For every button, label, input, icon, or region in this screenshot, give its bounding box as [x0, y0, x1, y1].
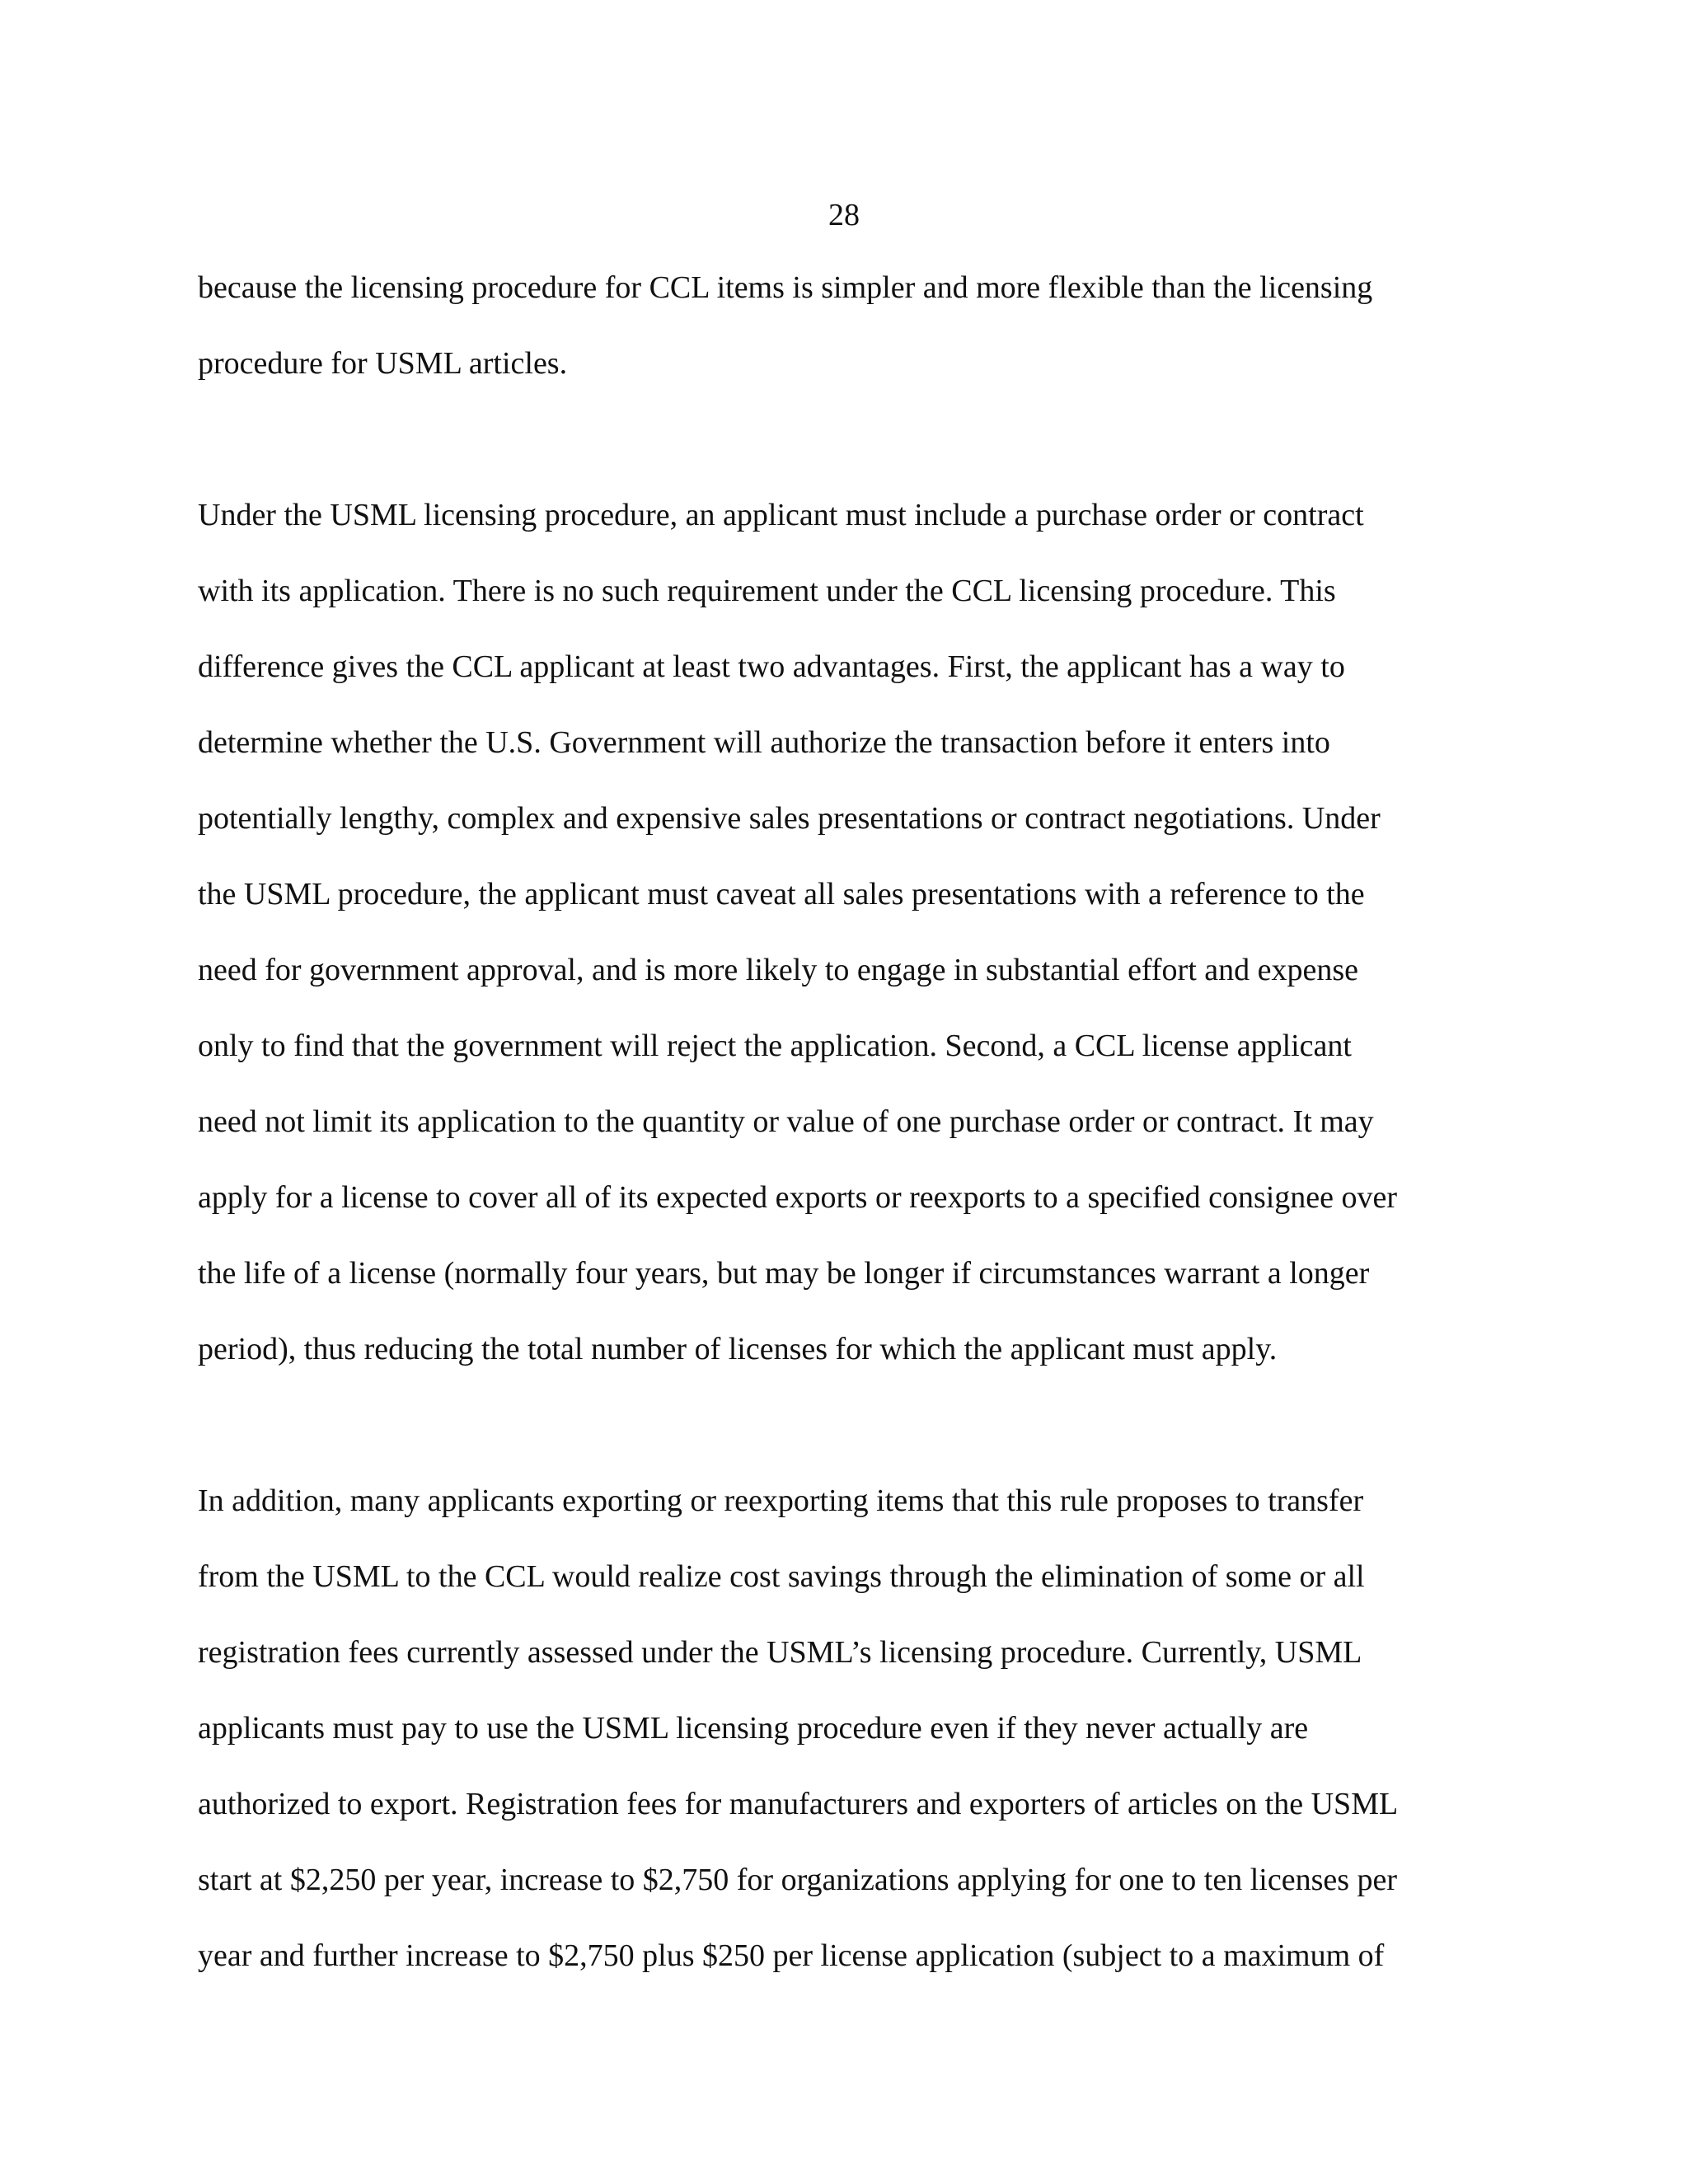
text-line: determine whether the U.S. Government will authorize the transaction before it enters into	[198, 725, 1330, 760]
text-line: year and further increase to $2,750 plus $250 per license application (subject to a maximum of	[198, 1938, 1385, 1973]
text-line: the USML procedure, the applicant must caveat all sales presentations with a reference to the	[198, 877, 1365, 912]
page-number: 28	[828, 198, 860, 232]
paragraph-1	[198, 269, 1484, 420]
text-line: apply for a license to cover all of its expected exports or reexports to a specified consignee over	[198, 1180, 1398, 1215]
text-line: applicants must pay to use the USML licensing procedure even if they never actually are	[198, 1711, 1309, 1746]
text-line: Under the USML licensing procedure, an applicant must include a purchase order or contract	[198, 498, 1364, 532]
text-line: period), thus reducing the total number of licenses for which the applicant must apply.	[198, 1332, 1278, 1366]
text-line: only to find that the government will reject the application. Second, a CCL license applicant	[198, 1029, 1352, 1063]
text-line: procedure for USML articles.	[198, 346, 568, 381]
text-line: the life of a license (normally four years, but may be longer if circumstances warrant a longer	[198, 1256, 1370, 1291]
text-line: with its application. There is no such requirement under the CCL licensing procedure. This	[198, 574, 1336, 608]
text-line: because the licensing procedure for CCL items is simpler and more flexible than the licensing	[198, 270, 1373, 305]
text-line: from the USML to the CCL would realize cost savings through the elimination of some or all	[198, 1559, 1365, 1594]
paragraph-2	[198, 496, 1484, 1406]
text-line: registration fees currently assessed under the USML’s licensing procedure. Currently, USML	[198, 1635, 1362, 1670]
text-line: authorized to export. Registration fees for manufacturers and exporters of articles on the USML	[198, 1787, 1399, 1821]
text-line: start at $2,250 per year, increase to $2,750 for organizations applying for one to ten licenses per	[198, 1863, 1398, 1897]
text-line: potentially lengthy, complex and expensive sales presentations or contract negotiations. Under	[198, 801, 1381, 836]
text-line: difference gives the CCL applicant at least two advantages. First, the applicant has a way to	[198, 649, 1345, 684]
paragraph-3	[198, 1482, 1484, 2013]
text-line: need for government approval, and is more likely to engage in substantial effort and expense	[198, 953, 1359, 987]
text-line: need not limit its application to the quantity or value of one purchase order or contract. It may	[198, 1104, 1374, 1139]
text-line: In addition, many applicants exporting or reexporting items that this rule proposes to transfer	[198, 1483, 1364, 1518]
